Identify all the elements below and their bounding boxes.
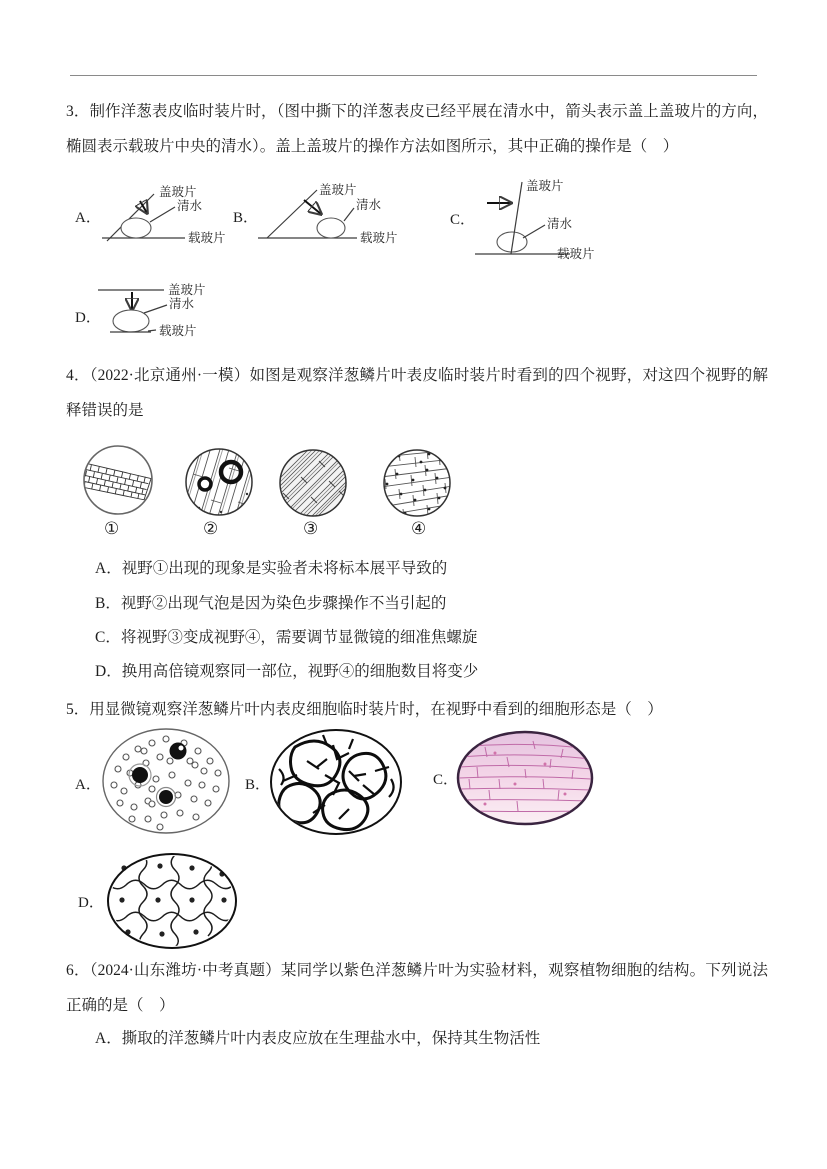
field-1-specimen (81, 463, 152, 500)
stained-cell (170, 743, 187, 760)
cell-highlight (179, 746, 184, 751)
slide-glass-label: 载玻片 (557, 247, 595, 261)
water-label: 清水 (547, 217, 573, 231)
slide-glass-label: 载玻片 (360, 231, 398, 245)
stained-cell (132, 767, 148, 783)
water-drop (121, 218, 151, 238)
round-cells (111, 736, 221, 830)
water-label: 清水 (169, 297, 195, 311)
q6-option-a: A．撕取的洋葱鳞片叶内表皮应放在生理盐水中，保持其生物活性 (95, 1030, 541, 1047)
q4-option-d: D．换用高倍镜观察同一部位，视野④的细胞数目将变少 (95, 663, 479, 680)
q4-option-c: C．将视野③变成视野④，需要调节显微镜的细准焦螺旋 (95, 629, 478, 646)
field-4-specimen (381, 449, 453, 523)
q5-option-d-label: D． (78, 895, 104, 911)
water-label: 清水 (177, 199, 203, 213)
q3-diagram-d (98, 280, 248, 350)
q5-stem: 5．用显微镜观察洋葱鳞片叶内表皮细胞临时装片时，在视野中看到的细胞形态是（ ） (66, 701, 663, 718)
field-2-specimen (175, 440, 263, 534)
field-3-label: ③ (303, 519, 319, 538)
q5-view-b (267, 727, 405, 837)
slide-glass-label: 载玻片 (159, 324, 197, 338)
network-cells (279, 735, 394, 830)
q4-stem: 4．（2022·北京通州·一模）如图是观察洋葱鳞片叶表皮临时装片时看到的四个视野，对这四个视野的解释错误的是 (66, 367, 768, 419)
q4-option-a: A．视野①出现的现象是实验者未将标本展平导致的 (95, 560, 448, 577)
q4-option-b: B．视野②出现气泡是因为染色步骤操作不当引起的 (95, 595, 447, 612)
stained-cell (159, 790, 173, 804)
cover-glass-label: 盖玻片 (526, 179, 564, 193)
cover-glass-line (267, 190, 317, 238)
q3-diagram-a (97, 180, 247, 252)
q3-option-a-label: A． (75, 210, 101, 226)
header-divider (70, 75, 757, 76)
q3-diagram-b (255, 180, 410, 252)
q3-option-c-label: C． (450, 212, 476, 228)
water-label: 清水 (356, 198, 382, 212)
cover-glass-label: 盖玻片 (319, 183, 357, 197)
water-leader-line (344, 208, 354, 221)
q3-diagram-c (470, 178, 620, 274)
press-arrow-icon (304, 200, 321, 214)
q5-view-d (106, 852, 239, 950)
q5-view-a (100, 727, 232, 837)
water-leader-line (150, 207, 175, 222)
water-drop (113, 310, 149, 332)
cover-glass-label: 盖玻片 (168, 283, 206, 297)
q5-option-c-label: C． (433, 772, 459, 788)
water-drop (317, 218, 345, 238)
field-4-label: ④ (411, 519, 427, 538)
field-1-label: ① (104, 519, 120, 538)
field-4-circle (384, 450, 450, 516)
slide-leader-line (148, 330, 156, 331)
q3-stem: 3．制作洋葱表皮临时装片时，（图中撕下的洋葱表皮已经平展在清水中，箭头表示盖上盖玻片的方向，椭圆表示载玻片中央的清水）。盖上盖玻片的操作方法如图所示，其中正确的操作是（ ） (66, 103, 768, 155)
view-d-outline (108, 854, 236, 948)
cover-glass-label: 盖玻片 (159, 185, 197, 199)
water-leader-line (144, 305, 167, 313)
q6-stem: 6．（2024·山东潍坊·中考真题）某同学以紫色洋葱鳞片叶为实验材料，观察植物细胞的结构。下列说法正确的是（ ） (66, 962, 768, 1014)
slide-glass-label: 载玻片 (188, 231, 226, 245)
q5-option-a-label: A． (75, 777, 101, 793)
field-2-label: ② (203, 519, 219, 538)
q4-field-views (78, 440, 468, 528)
q3-option-d-label: D． (75, 310, 101, 326)
q5-view-c (455, 729, 595, 827)
q3-option-b-label: B． (233, 210, 259, 226)
q5-option-b-label: B． (245, 777, 271, 793)
water-leader-line (523, 225, 545, 238)
